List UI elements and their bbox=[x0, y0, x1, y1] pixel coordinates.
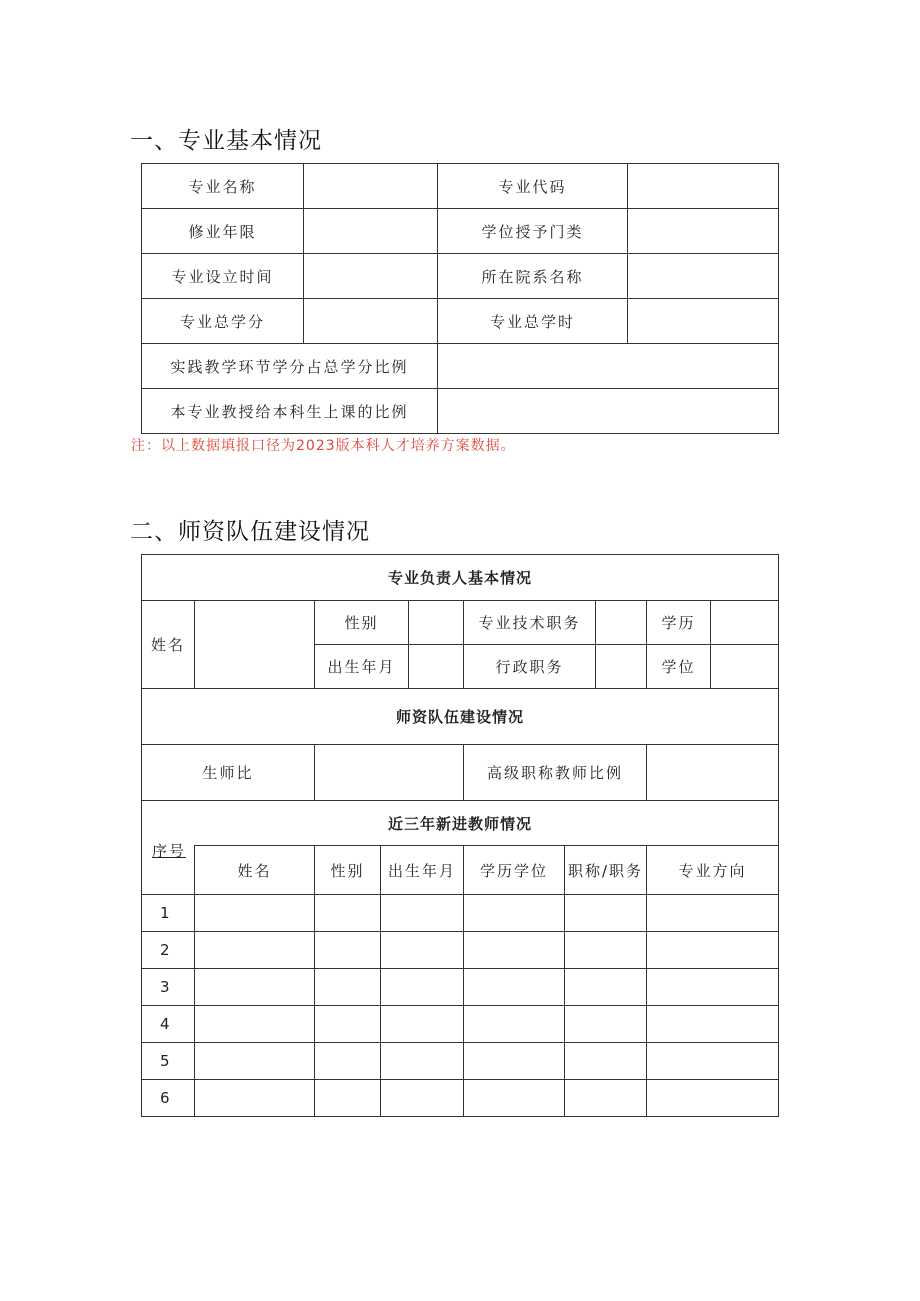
edu-cell[interactable] bbox=[464, 932, 565, 969]
leader-name-field[interactable] bbox=[195, 601, 315, 689]
established-time-field[interactable] bbox=[304, 254, 438, 299]
total-hours-field[interactable] bbox=[628, 299, 779, 344]
degree-category-field[interactable] bbox=[628, 209, 779, 254]
established-time-label: 专业设立时间 bbox=[142, 254, 304, 299]
direction-header: 专业方向 bbox=[647, 846, 779, 895]
direction-cell[interactable] bbox=[647, 932, 779, 969]
row-number: 4 bbox=[142, 1006, 195, 1043]
gender-cell[interactable] bbox=[315, 1080, 381, 1117]
edu-header: 学历学位 bbox=[464, 846, 565, 895]
name-cell[interactable] bbox=[195, 969, 315, 1006]
title-cell[interactable] bbox=[565, 895, 647, 932]
gender-cell[interactable] bbox=[315, 1043, 381, 1080]
new-teachers-section-title: 近三年新进教师情况 bbox=[142, 801, 779, 846]
leader-degree-field[interactable] bbox=[711, 645, 779, 689]
leader-title-label: 专业技术职务 bbox=[464, 601, 596, 645]
major-basic-table bbox=[141, 163, 779, 434]
name-cell[interactable] bbox=[195, 1080, 315, 1117]
row-number: 1 bbox=[142, 895, 195, 932]
title-cell[interactable] bbox=[565, 1043, 647, 1080]
table-row bbox=[142, 895, 779, 932]
leader-admin-post-field[interactable] bbox=[596, 645, 647, 689]
title-cell[interactable] bbox=[565, 932, 647, 969]
gender-cell[interactable] bbox=[315, 895, 381, 932]
leader-name-label: 姓名 bbox=[142, 601, 195, 689]
birth-header: 出生年月 bbox=[381, 846, 464, 895]
department-label: 所在院系名称 bbox=[438, 254, 628, 299]
edu-cell[interactable] bbox=[464, 1006, 565, 1043]
direction-cell[interactable] bbox=[647, 1006, 779, 1043]
degree-category-label: 学位授予门类 bbox=[438, 209, 628, 254]
birth-cell[interactable] bbox=[381, 1006, 464, 1043]
name-cell[interactable] bbox=[195, 1043, 315, 1080]
teaching-ratio-field[interactable] bbox=[438, 389, 779, 434]
section1-heading: 一、专业基本情况 bbox=[130, 128, 322, 154]
edu-cell[interactable] bbox=[464, 895, 565, 932]
table-row bbox=[142, 1080, 779, 1117]
edu-cell[interactable] bbox=[464, 969, 565, 1006]
gender-cell[interactable] bbox=[315, 969, 381, 1006]
birth-cell[interactable] bbox=[381, 895, 464, 932]
seq-header bbox=[142, 841, 195, 895]
title-cell[interactable] bbox=[565, 969, 647, 1006]
total-credits-field[interactable] bbox=[304, 299, 438, 344]
total-credits-label: 专业总学分 bbox=[142, 299, 304, 344]
row-number: 6 bbox=[142, 1080, 195, 1117]
seq-header-label: 序号 bbox=[152, 841, 187, 860]
title-cell[interactable] bbox=[565, 1080, 647, 1117]
data-note: 注：以上数据填报口径为2023版本科人才培养方案数据。 bbox=[131, 438, 516, 454]
major-code-label: 专业代码 bbox=[438, 164, 628, 209]
leader-education-field[interactable] bbox=[711, 601, 779, 645]
direction-cell[interactable] bbox=[647, 969, 779, 1006]
title-cell[interactable] bbox=[565, 1006, 647, 1043]
direction-cell[interactable] bbox=[647, 1080, 779, 1117]
direction-cell[interactable] bbox=[647, 1043, 779, 1080]
name-cell[interactable] bbox=[195, 895, 315, 932]
practice-ratio-field[interactable] bbox=[438, 344, 779, 389]
name-cell[interactable] bbox=[195, 932, 315, 969]
direction-cell[interactable] bbox=[647, 895, 779, 932]
duration-label: 修业年限 bbox=[142, 209, 304, 254]
leader-birth-label: 出生年月 bbox=[315, 645, 409, 689]
student-teacher-ratio-label: 生师比 bbox=[142, 745, 315, 801]
birth-cell[interactable] bbox=[381, 932, 464, 969]
duration-field[interactable] bbox=[304, 209, 438, 254]
practice-ratio-label: 实践教学环节学分占总学分比例 bbox=[142, 344, 438, 389]
faculty-section-title: 师资队伍建设情况 bbox=[142, 689, 779, 745]
leader-degree-label: 学位 bbox=[647, 645, 711, 689]
section2-heading: 二、师资队伍建设情况 bbox=[130, 519, 370, 545]
leader-section-title: 专业负责人基本情况 bbox=[142, 555, 779, 601]
major-name-field[interactable] bbox=[304, 164, 438, 209]
senior-ratio-field[interactable] bbox=[647, 745, 779, 801]
table-row bbox=[142, 1006, 779, 1043]
major-code-field[interactable] bbox=[628, 164, 779, 209]
edu-cell[interactable] bbox=[464, 1043, 565, 1080]
leader-education-label: 学历 bbox=[647, 601, 711, 645]
department-field[interactable] bbox=[628, 254, 779, 299]
table-row bbox=[142, 969, 779, 1006]
title-header: 职称/职务 bbox=[565, 846, 647, 895]
birth-cell[interactable] bbox=[381, 1080, 464, 1117]
leader-birth-field[interactable] bbox=[409, 645, 464, 689]
leader-title-field[interactable] bbox=[596, 601, 647, 645]
teaching-ratio-label: 本专业教授给本科生上课的比例 bbox=[142, 389, 438, 434]
faculty-table bbox=[141, 554, 779, 1117]
birth-cell[interactable] bbox=[381, 969, 464, 1006]
row-number: 5 bbox=[142, 1043, 195, 1080]
birth-cell[interactable] bbox=[381, 1043, 464, 1080]
student-teacher-ratio-field[interactable] bbox=[315, 745, 464, 801]
table-row bbox=[142, 1043, 779, 1080]
gender-cell[interactable] bbox=[315, 1006, 381, 1043]
name-header: 姓名 bbox=[195, 846, 315, 895]
total-hours-label: 专业总学时 bbox=[438, 299, 628, 344]
row-number: 3 bbox=[142, 969, 195, 1006]
row-number: 2 bbox=[142, 932, 195, 969]
table-row bbox=[142, 932, 779, 969]
leader-admin-post-label: 行政职务 bbox=[464, 645, 596, 689]
gender-header: 性别 bbox=[315, 846, 381, 895]
leader-gender-field[interactable] bbox=[409, 601, 464, 645]
senior-ratio-label: 高级职称教师比例 bbox=[464, 745, 647, 801]
leader-gender-label: 性别 bbox=[315, 601, 409, 645]
gender-cell[interactable] bbox=[315, 932, 381, 969]
major-name-label: 专业名称 bbox=[142, 164, 304, 209]
edu-cell[interactable] bbox=[464, 1080, 565, 1117]
name-cell[interactable] bbox=[195, 1006, 315, 1043]
